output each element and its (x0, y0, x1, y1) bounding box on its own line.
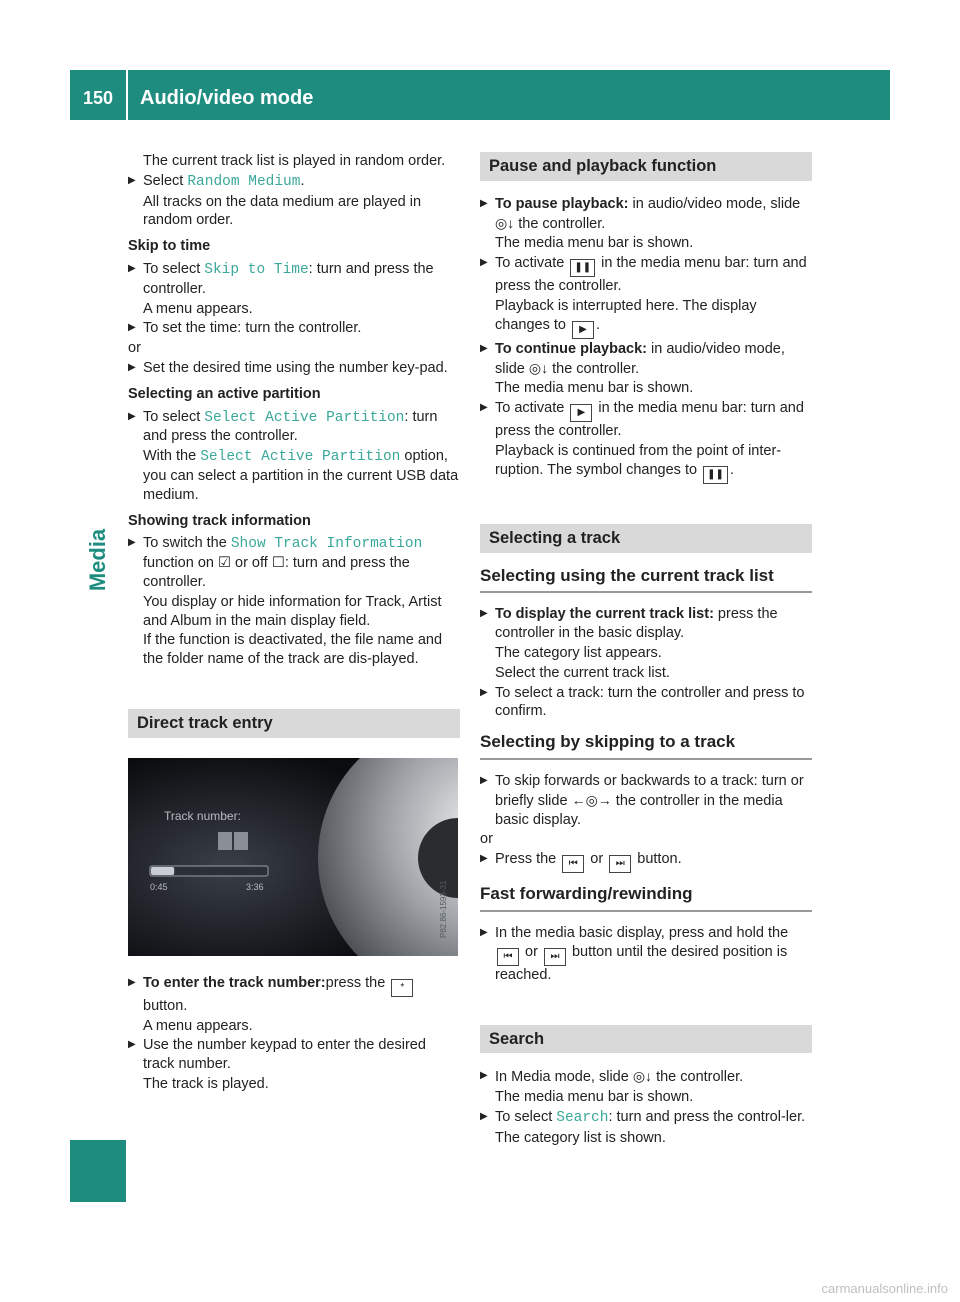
text: : turn and press the controller. (143, 408, 438, 445)
right-column (480, 152, 812, 1149)
text: button until the desired position is reached. (495, 943, 788, 983)
text: or off (230, 555, 272, 572)
list-item (480, 254, 812, 296)
play-icon: ▶ (570, 404, 592, 422)
text-bold: To pause playback: (495, 195, 629, 212)
text: in the media menu bar: turn and press the controller. (495, 400, 804, 440)
text: To switch the (143, 535, 231, 552)
paragraph: All tracks on the data medium are played in random order. (143, 193, 422, 229)
menu-option-show-track-information: Show Track Information (230, 536, 423, 553)
paragraph: The track is played. (143, 1075, 269, 1092)
star-button-icon: * (391, 979, 413, 997)
section-direct-track-entry: Direct track entry (128, 709, 460, 738)
left-column (128, 152, 460, 1095)
paragraph: The media menu bar is shown. (495, 235, 694, 252)
text-bold: To continue playback: (495, 340, 648, 357)
text: Playback is interrupted here. The display changes to (495, 297, 757, 333)
text: Playback is continued from the point of inter-ruption. The symbol changes to (495, 442, 782, 478)
text: In Media mode, slide (495, 1069, 633, 1086)
text: Select (143, 172, 188, 189)
list-item (128, 172, 460, 192)
text: in audio/video mode, slide (495, 340, 785, 377)
text: In the media basic display, press and hold the (495, 924, 789, 941)
paragraph: If the function is deactivated, the file name and the folder name of the track are dis-played. (143, 632, 443, 668)
list-item (480, 195, 812, 234)
text: function on (143, 555, 218, 572)
list-item: ▶ Set the desired time using the number key-pad. (128, 359, 460, 378)
controller-slide-down-icon: ◎↓ (528, 359, 549, 376)
text: press the (325, 974, 390, 991)
controller-slide-down-icon: ◎↓ (632, 1068, 653, 1085)
text: To skip forwards or backwards to a track: turn or briefly slide (495, 772, 804, 809)
menu-option-random-medium: Random Medium (187, 173, 301, 190)
list-item (128, 974, 460, 1016)
screen-track-label: Track number: (164, 808, 241, 823)
list-item: ▶ To select a track: turn the controller and press to confirm. (480, 684, 812, 722)
time-elapsed: 0:45 (150, 881, 168, 892)
text: : turn and press the control-ler. (608, 1108, 806, 1125)
media-screen-image (128, 758, 458, 956)
menu-option-search: Search (556, 1109, 609, 1126)
page-title: Audio/video mode (140, 87, 314, 109)
paragraph: The current track list is played in random order. (143, 153, 446, 169)
list-item (128, 408, 460, 447)
header-separator (126, 70, 128, 120)
pause-icon: ❚❚ (703, 466, 728, 484)
time-total: 3:36 (246, 881, 264, 892)
watermark: carmanualsonline.info (821, 1281, 948, 1296)
text: To select (143, 408, 205, 425)
list-item: ▶ Use the number keypad to enter the desired track number. (128, 1036, 460, 1074)
subheading-track-information: Showing track information (128, 512, 311, 529)
paragraph: The category list appears. (495, 644, 662, 661)
text: . (729, 461, 734, 478)
previous-track-icon: ⏮ (497, 948, 519, 966)
list-item (480, 399, 812, 441)
list-item (480, 340, 812, 379)
text: With the (143, 448, 201, 465)
text: : turn and press the controller. (143, 260, 434, 297)
controller-slide-down-icon: ◎↓ (495, 214, 515, 231)
section-pause-playback: Pause and playback function (480, 152, 812, 181)
menu-option-select-active-partition: Select Active Partition (204, 409, 405, 426)
text: button. (143, 997, 188, 1014)
next-track-icon: ⏭ (544, 948, 566, 966)
next-track-icon: ⏭ (609, 855, 631, 873)
page-number: 150 (82, 88, 114, 108)
text: or (521, 943, 542, 960)
text: option, you can select a partition in the current USB data medium. (143, 448, 459, 503)
text: button. (633, 851, 682, 868)
section-selecting-track: Selecting a track (480, 524, 812, 553)
text: the controller. (548, 360, 640, 377)
list-item (480, 772, 812, 829)
paragraph: The media menu bar is shown. (495, 380, 694, 397)
paragraph: A menu appears. (143, 1017, 253, 1034)
list-item: ▶ To set the time: turn the controller. (128, 319, 460, 338)
pause-icon: ❚❚ (570, 259, 595, 277)
text: Press the (495, 851, 561, 868)
checkbox-off-icon: ☐ (271, 555, 285, 572)
list-item (480, 605, 812, 643)
text: in the media menu bar: turn and press the controller. (495, 255, 807, 295)
list-item (480, 850, 812, 873)
heading-current-track-list: Selecting using the current track list (480, 567, 812, 594)
text: or (586, 851, 608, 868)
text: the controller in the media basic display. (495, 792, 783, 828)
list-item (480, 1108, 812, 1128)
section-search: Search (480, 1025, 812, 1054)
text: the controller. (514, 215, 606, 232)
text-bold: To enter the track number: (143, 974, 326, 991)
play-icon: ▶ (572, 321, 594, 339)
text: To select (143, 260, 205, 277)
text: . (595, 316, 601, 333)
text-bold: To display the current track list: (495, 606, 714, 623)
subheading-skip-to-time: Skip to time (128, 238, 211, 255)
checkbox-on-icon: ☑ (217, 555, 231, 572)
paragraph-or: or (128, 340, 141, 357)
paragraph: You display or hide information for Track, Artist and Album in the main display field. (143, 593, 442, 629)
text: the controller. (652, 1069, 744, 1086)
progress-fill (151, 867, 174, 875)
paragraph: Select the current track list. (495, 664, 670, 681)
paragraph (480, 442, 812, 484)
text: To activate (495, 255, 569, 272)
screen-graphic (128, 758, 458, 956)
list-item (480, 1067, 812, 1087)
menu-option-skip-to-time: Skip to Time (204, 261, 309, 278)
text: . (300, 172, 305, 189)
text: press the controller in the basic display. (495, 606, 778, 642)
heading-skipping-track: Selecting by skipping to a track (480, 733, 812, 760)
heading-fast-forwarding: Fast forwarding/rewinding (480, 885, 812, 912)
paragraph (128, 447, 460, 504)
menu-option-select-active-partition: Select Active Partition (200, 449, 401, 466)
paragraph (480, 297, 812, 339)
previous-track-icon: ⏮ (562, 855, 584, 873)
page-header (70, 70, 890, 120)
side-tab (74, 500, 122, 620)
figure-code: P82.86-1593-31 (439, 880, 448, 938)
text: : turn and press the controller. (143, 555, 410, 590)
side-tab-block (70, 1140, 126, 1202)
paragraph: The category list is shown. (495, 1129, 666, 1146)
text: in audio/video mode, slide (628, 195, 801, 212)
list-item (480, 924, 812, 985)
side-tab-label: Media (85, 528, 110, 592)
paragraph: A menu appears. (143, 300, 253, 317)
list-item (128, 534, 460, 591)
subheading-active-partition: Selecting an active partition (128, 385, 321, 402)
text: To activate (495, 400, 569, 417)
paragraph-or: or (480, 831, 493, 848)
paragraph: The media menu bar is shown. (495, 1089, 694, 1106)
text: To select (495, 1108, 557, 1125)
controller-slide-left-right-icon: ←◎→ (571, 791, 612, 808)
list-item (128, 260, 460, 299)
